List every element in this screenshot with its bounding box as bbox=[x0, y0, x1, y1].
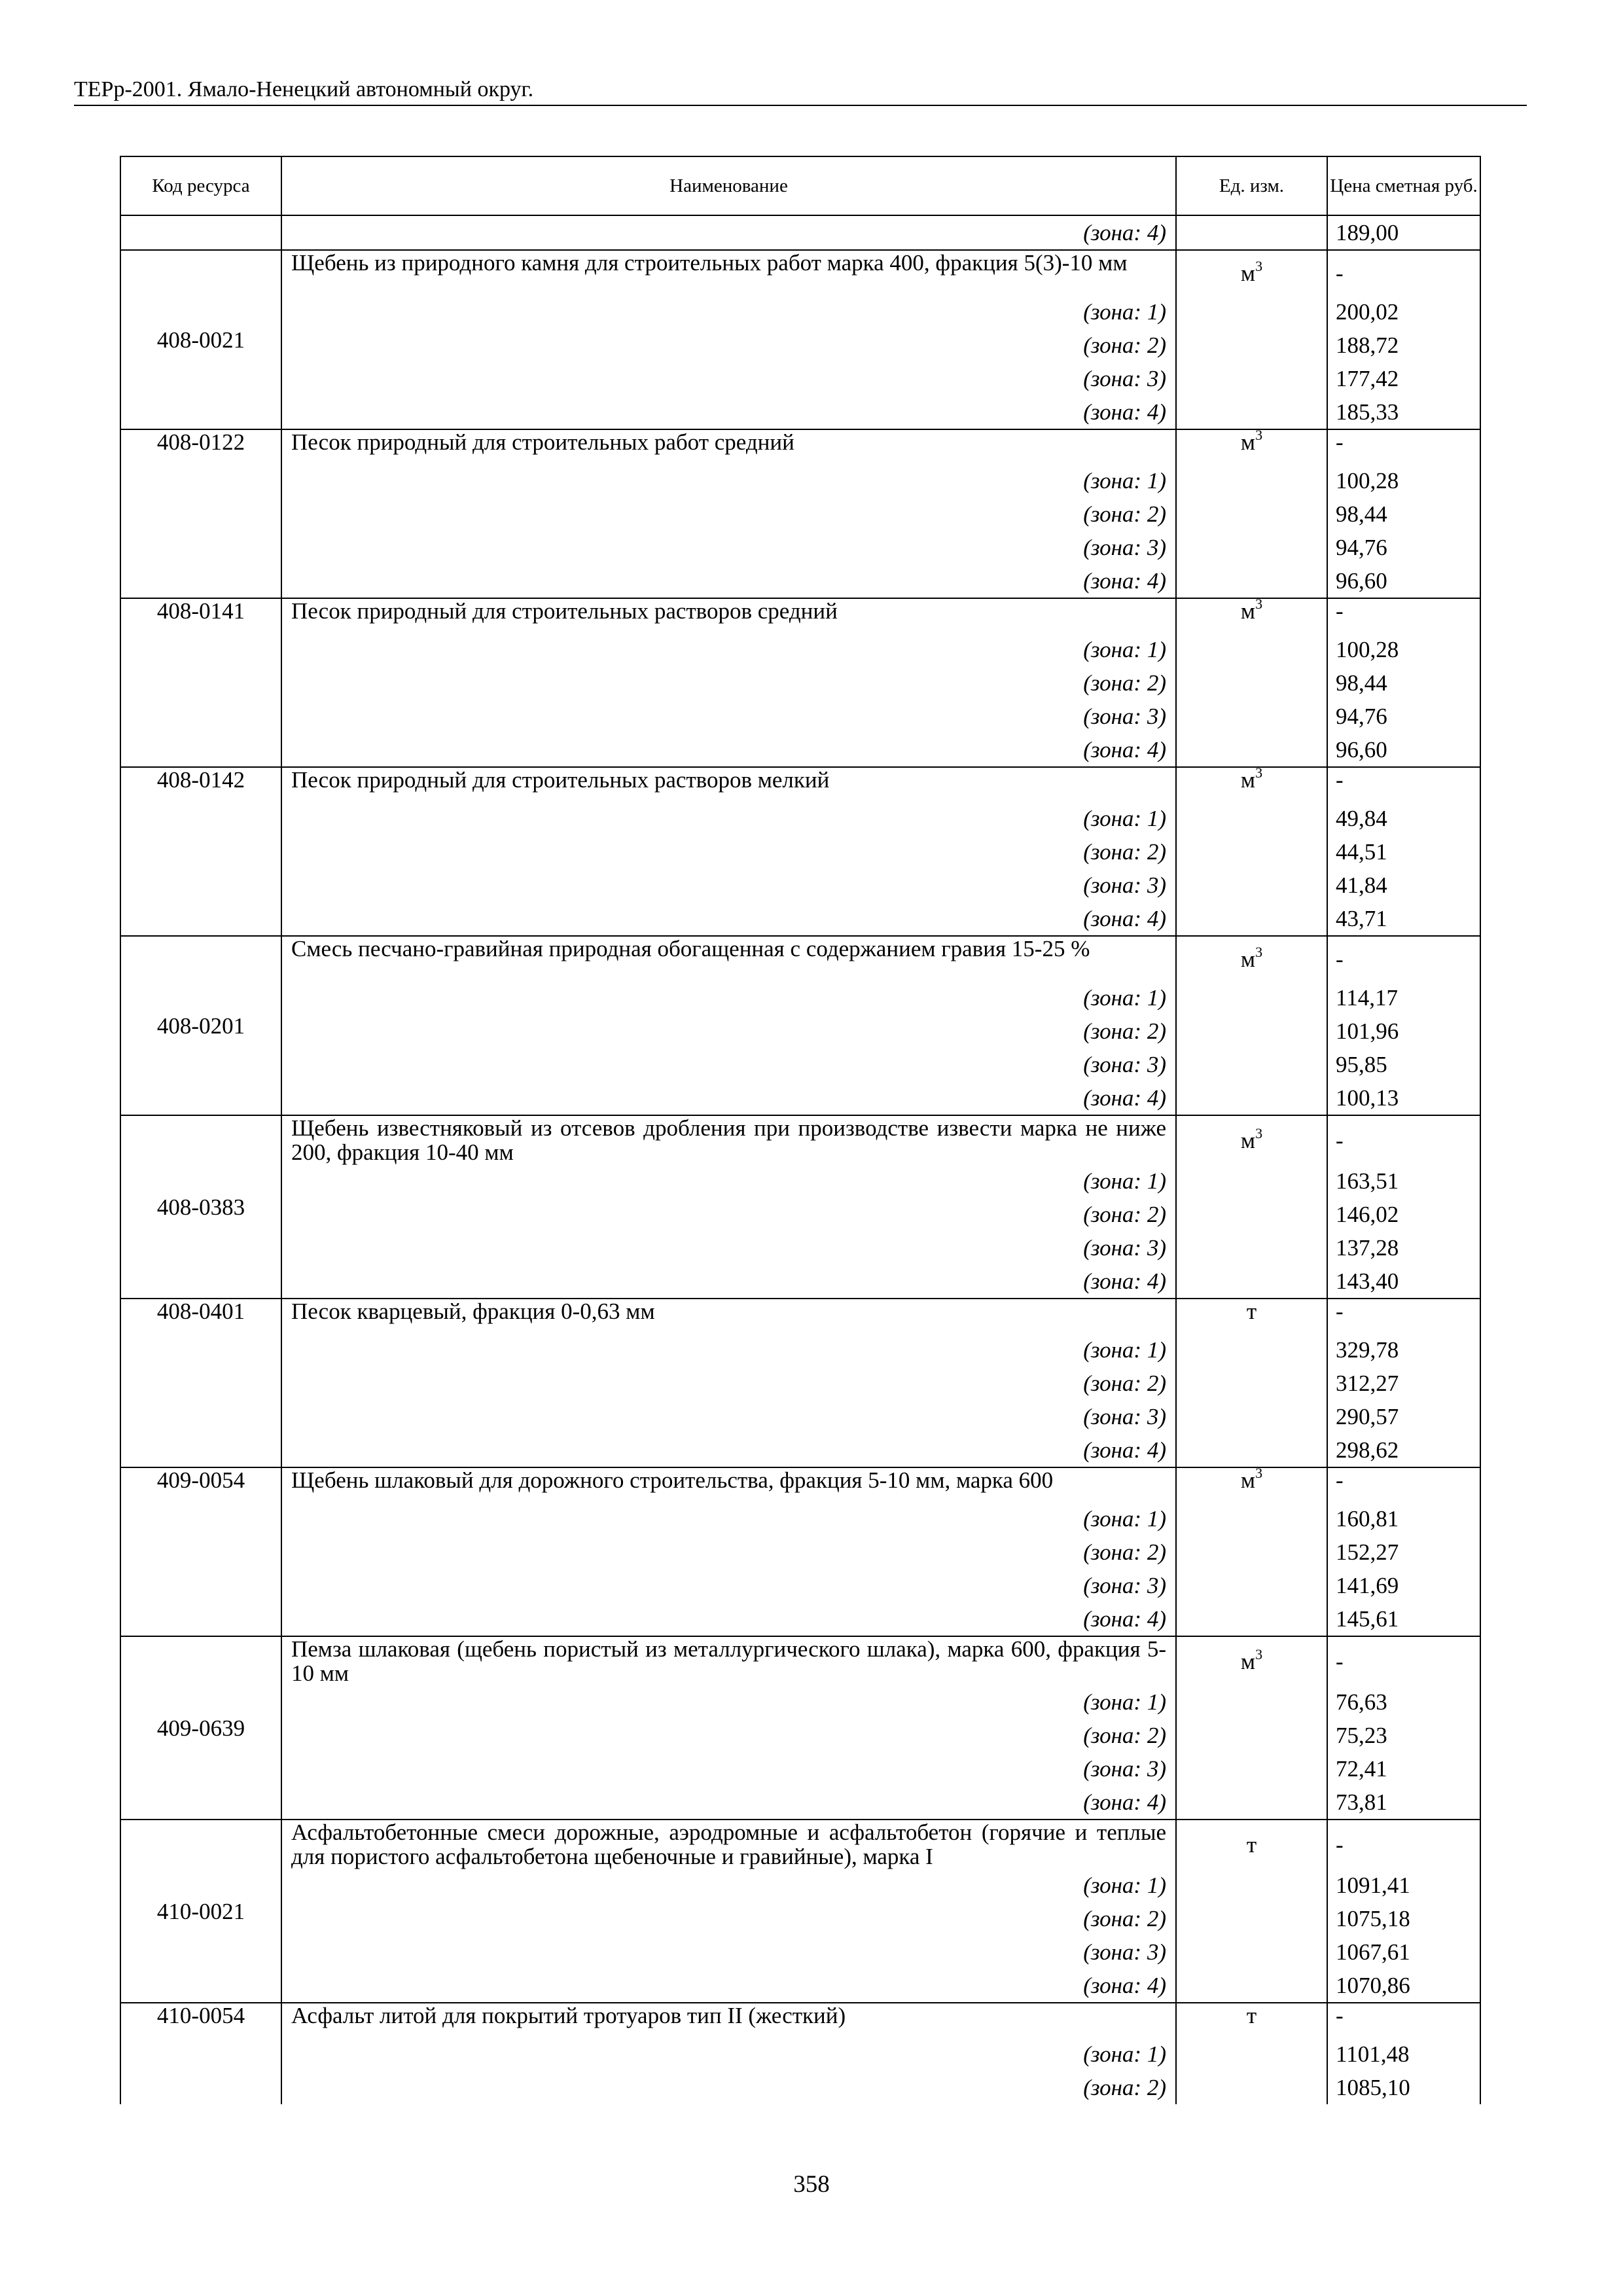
zone-price: 96,60 bbox=[1327, 564, 1480, 598]
zone-unit-cell bbox=[1176, 1048, 1327, 1081]
page-number: 358 bbox=[793, 2171, 830, 2198]
resource-unit-cell bbox=[1176, 764, 1327, 802]
column-header-unit: Ед. изм. bbox=[1176, 156, 1327, 215]
resource-base-price: - bbox=[1327, 767, 1480, 802]
zone-unit-cell bbox=[1176, 531, 1327, 564]
resource-unit-cell bbox=[1176, 1467, 1327, 1502]
zone-row bbox=[120, 835, 1480, 869]
zone-row bbox=[120, 531, 1480, 564]
zone-price: 94,76 bbox=[1327, 531, 1480, 564]
zone-row bbox=[120, 564, 1480, 598]
zone-row bbox=[120, 1969, 1480, 2003]
resource-code: 408-0021 bbox=[120, 250, 281, 429]
resource-unit-superscript: 3 bbox=[1255, 943, 1263, 960]
zone-price: 200,02 bbox=[1327, 295, 1480, 329]
zone-price: 114,17 bbox=[1327, 981, 1480, 1014]
zone-unit-cell bbox=[1176, 1164, 1327, 1198]
zone-label: (зона: 3) bbox=[281, 1752, 1176, 1785]
resource-unit-superscript: 3 bbox=[1255, 257, 1263, 274]
zone-unit-cell bbox=[1176, 700, 1327, 733]
zone-row bbox=[120, 1048, 1480, 1081]
zone-price: 72,41 bbox=[1327, 1752, 1480, 1785]
column-header-name: Наименование bbox=[281, 156, 1176, 215]
resource-unit-cell bbox=[1176, 2003, 1327, 2037]
resource-name: Песок кварцевый, фракция 0-0,63 мм bbox=[281, 1299, 1176, 1333]
zone-label: (зона: 2) bbox=[281, 497, 1176, 531]
zone-unit-cell bbox=[1176, 1935, 1327, 1969]
zone-row bbox=[120, 2037, 1480, 2071]
resource-name: Щебень из природного камня для строительных работ марка 400, фракция 5(3)-10 мм bbox=[281, 250, 1176, 295]
resource-row bbox=[120, 2003, 1480, 2037]
zone-label: (зона: 1) bbox=[281, 981, 1176, 1014]
zone-price: 312,27 bbox=[1327, 1367, 1480, 1400]
zone-unit-cell bbox=[1176, 1265, 1327, 1299]
resource-code: 409-0639 bbox=[120, 1636, 281, 1820]
zone-label: (зона: 1) bbox=[281, 295, 1176, 329]
zone-unit-cell bbox=[1176, 564, 1327, 598]
zone-unit-cell bbox=[1176, 1685, 1327, 1719]
zone-unit-cell bbox=[1176, 1433, 1327, 1467]
zone-label: (зона: 4) bbox=[281, 395, 1176, 429]
zone-unit-cell bbox=[1176, 1869, 1327, 1902]
zone-row bbox=[120, 1231, 1480, 1265]
zone-price: 73,81 bbox=[1327, 1785, 1480, 1820]
resource-code: 408-0142 bbox=[120, 767, 281, 936]
zone-label: (зона: 1) bbox=[281, 1164, 1176, 1198]
zone-unit-cell bbox=[1176, 1081, 1327, 1115]
zone-price: 76,63 bbox=[1327, 1685, 1480, 1719]
zone-label: (зона: 3) bbox=[281, 1400, 1176, 1433]
resource-code: 409-0054 bbox=[120, 1467, 281, 1636]
resource-row bbox=[120, 250, 1480, 295]
zone-label: (зона: 2) bbox=[281, 1535, 1176, 1569]
table-body bbox=[120, 215, 1480, 2104]
resource-unit-superscript: 3 bbox=[1255, 596, 1263, 612]
zone-unit-cell bbox=[1176, 1198, 1327, 1231]
zone-label: (зона: 2) bbox=[281, 1902, 1176, 1935]
resource-base-price: - bbox=[1327, 1636, 1480, 1685]
resource-unit: т bbox=[1246, 1831, 1257, 1857]
zone-unit-cell bbox=[1176, 902, 1327, 936]
zone-unit-cell bbox=[1176, 981, 1327, 1014]
zone-label: (зона: 1) bbox=[281, 633, 1176, 666]
zone-price: 329,78 bbox=[1327, 1333, 1480, 1367]
resource-unit: т bbox=[1246, 2003, 1257, 2028]
resource-unit-cell bbox=[1176, 250, 1327, 295]
resource-row bbox=[120, 767, 1480, 802]
zone-price: 44,51 bbox=[1327, 835, 1480, 869]
zone-row bbox=[120, 362, 1480, 395]
resource-unit: м bbox=[1240, 1127, 1256, 1153]
resource-code: 408-0201 bbox=[120, 936, 281, 1115]
resource-unit-cell bbox=[1176, 598, 1327, 633]
zone-row bbox=[120, 1014, 1480, 1048]
zone-row bbox=[120, 1164, 1480, 1198]
resource-code: 410-0021 bbox=[120, 1820, 281, 2003]
zone-price: 100,13 bbox=[1327, 1081, 1480, 1115]
zone-unit-cell bbox=[1176, 1333, 1327, 1367]
zone-price: 1067,61 bbox=[1327, 1935, 1480, 1969]
zone-price: 1075,18 bbox=[1327, 1902, 1480, 1935]
zone-label: (зона: 3) bbox=[281, 1569, 1176, 1602]
zone-label: (зона: 2) bbox=[281, 835, 1176, 869]
resource-code: 408-0401 bbox=[120, 1299, 281, 1467]
resource-base-price: - bbox=[1327, 1299, 1480, 1333]
zone-price: 137,28 bbox=[1327, 1231, 1480, 1265]
zone-label: (зона: 1) bbox=[281, 1685, 1176, 1719]
zone-unit-cell bbox=[1176, 1602, 1327, 1636]
zone-price: 1070,86 bbox=[1327, 1969, 1480, 2003]
zone-row bbox=[120, 497, 1480, 531]
zone-price: 143,40 bbox=[1327, 1265, 1480, 1299]
resource-row bbox=[120, 1299, 1480, 1333]
zone-price: 1085,10 bbox=[1327, 2071, 1480, 2104]
resource-name: Песок природный для строительных работ средний bbox=[281, 429, 1176, 464]
zone-unit-cell bbox=[1176, 1367, 1327, 1400]
zone-row bbox=[120, 1869, 1480, 1902]
column-header-price: Цена сметная руб. bbox=[1327, 156, 1480, 215]
zone-label: (зона: 4) bbox=[281, 733, 1176, 767]
resource-unit-cell bbox=[1176, 429, 1327, 464]
resource-unit-cell bbox=[1176, 1115, 1327, 1164]
zone-label: (зона: 3) bbox=[281, 1048, 1176, 1081]
zone-row bbox=[120, 700, 1480, 733]
resource-base-price: - bbox=[1327, 1820, 1480, 1869]
zone-price: 141,69 bbox=[1327, 1569, 1480, 1602]
zone-label: (зона: 3) bbox=[281, 1231, 1176, 1265]
zone-price: 96,60 bbox=[1327, 733, 1480, 767]
resource-unit-superscript: 3 bbox=[1255, 764, 1263, 781]
zone-price: 160,81 bbox=[1327, 1502, 1480, 1535]
zone-unit-cell bbox=[1176, 1535, 1327, 1569]
zone-row bbox=[120, 733, 1480, 767]
resource-row bbox=[120, 598, 1480, 633]
zone-unit-cell bbox=[1176, 1969, 1327, 2003]
zone-label: (зона: 4) bbox=[281, 1969, 1176, 2003]
zone-label: (зона: 4) bbox=[281, 215, 1176, 250]
resource-unit-cell bbox=[1176, 1299, 1327, 1333]
zone-unit-cell bbox=[1176, 1785, 1327, 1820]
zone-row bbox=[120, 329, 1480, 362]
zone-label: (зона: 3) bbox=[281, 362, 1176, 395]
zone-unit-cell bbox=[1176, 497, 1327, 531]
resource-row bbox=[120, 429, 1480, 464]
zone-unit-cell bbox=[1176, 295, 1327, 329]
zone-row bbox=[120, 1333, 1480, 1367]
resource-name: Щебень известняковый из отсевов дробления при производстве извести марка не ниже 200, фракция 10-40 мм bbox=[281, 1115, 1176, 1164]
document-header-title: ТЕРр-2001. Ямало-Ненецкий автономный округ. bbox=[74, 77, 534, 101]
zone-row bbox=[120, 633, 1480, 666]
zone-label: (зона: 3) bbox=[281, 531, 1176, 564]
zone-row bbox=[120, 1265, 1480, 1299]
zone-row bbox=[120, 802, 1480, 835]
resource-base-price: - bbox=[1327, 429, 1480, 464]
resource-code: 408-0383 bbox=[120, 1115, 281, 1299]
resource-row bbox=[120, 1115, 1480, 1164]
resource-code: 408-0141 bbox=[120, 598, 281, 767]
resource-unit-cell bbox=[1176, 1820, 1327, 1869]
resource-name: Песок природный для строительных растворов мелкий bbox=[281, 767, 1176, 802]
resource-base-price: - bbox=[1327, 936, 1480, 981]
resource-name: Асфальтобетонные смеси дорожные, аэродромные и асфальтобетон (горячие и теплые для пористого асфальтобетона щебеночные и гравийные), марка I bbox=[281, 1820, 1176, 1869]
resource-base-price: - bbox=[1327, 2003, 1480, 2037]
resource-unit: м bbox=[1240, 946, 1256, 972]
resource-unit-superscript: 3 bbox=[1255, 427, 1263, 443]
resource-base-price: - bbox=[1327, 1115, 1480, 1164]
zone-unit-cell bbox=[1176, 666, 1327, 700]
zone-label: (зона: 1) bbox=[281, 1502, 1176, 1535]
zone-price: 298,62 bbox=[1327, 1433, 1480, 1467]
zone-price: 95,85 bbox=[1327, 1048, 1480, 1081]
zone-row bbox=[120, 1400, 1480, 1433]
zone-row bbox=[120, 1685, 1480, 1719]
resource-row bbox=[120, 936, 1480, 981]
resource-unit-superscript: 3 bbox=[1255, 1645, 1263, 1662]
zone-label: (зона: 1) bbox=[281, 1333, 1176, 1367]
zone-price: 188,72 bbox=[1327, 329, 1480, 362]
zone-unit-cell bbox=[1176, 395, 1327, 429]
zone-label: (зона: 4) bbox=[281, 1785, 1176, 1820]
zone-row bbox=[120, 1198, 1480, 1231]
zone-unit-cell bbox=[1176, 835, 1327, 869]
zone-row bbox=[120, 1433, 1480, 1467]
zone-price: 189,00 bbox=[1327, 215, 1480, 250]
zone-row bbox=[120, 1719, 1480, 1752]
resource-base-price: - bbox=[1327, 598, 1480, 633]
zone-row bbox=[120, 1785, 1480, 1820]
zone-unit-cell bbox=[1176, 1400, 1327, 1433]
resource-name: Щебень шлаковый для дорожного строительства, фракция 5-10 мм, марка 600 bbox=[281, 1467, 1176, 1502]
resource-base-price: - bbox=[1327, 250, 1480, 295]
zone-label: (зона: 1) bbox=[281, 2037, 1176, 2071]
zone-row bbox=[120, 1569, 1480, 1602]
zone-price: 290,57 bbox=[1327, 1400, 1480, 1433]
zone-unit-cell bbox=[1176, 362, 1327, 395]
zone-label: (зона: 2) bbox=[281, 1198, 1176, 1231]
resource-code: 408-0122 bbox=[120, 429, 281, 598]
zone-price: 101,96 bbox=[1327, 1014, 1480, 1048]
zone-row bbox=[120, 1502, 1480, 1535]
zone-row bbox=[120, 1535, 1480, 1569]
zone-label: (зона: 1) bbox=[281, 464, 1176, 497]
zone-label: (зона: 2) bbox=[281, 1367, 1176, 1400]
zone-price: 100,28 bbox=[1327, 633, 1480, 666]
zone-unit-cell bbox=[1176, 1719, 1327, 1752]
zone-row bbox=[120, 464, 1480, 497]
resource-unit: м bbox=[1240, 429, 1256, 455]
zone-label: (зона: 4) bbox=[281, 1433, 1176, 1467]
zone-label: (зона: 2) bbox=[281, 2071, 1176, 2104]
zone-unit-cell bbox=[1176, 1752, 1327, 1785]
zone-row bbox=[120, 395, 1480, 429]
resource-name: Смесь песчано-гравийная природная обогащенная с содержанием гравия 15-25 % bbox=[281, 936, 1176, 981]
column-header-code: Код ресурса bbox=[120, 156, 281, 215]
zone-row bbox=[120, 981, 1480, 1014]
zone-price: 146,02 bbox=[1327, 1198, 1480, 1231]
resource-unit: м bbox=[1240, 260, 1256, 286]
table-header-row bbox=[120, 156, 1480, 215]
zone-unit-cell bbox=[1176, 1902, 1327, 1935]
zone-unit-cell bbox=[1176, 633, 1327, 666]
zone-price: 100,28 bbox=[1327, 464, 1480, 497]
zone-unit-cell bbox=[1176, 329, 1327, 362]
zone-label: (зона: 4) bbox=[281, 564, 1176, 598]
resource-unit-superscript: 3 bbox=[1255, 1465, 1263, 1481]
zone-label: (зона: 1) bbox=[281, 802, 1176, 835]
resource-unit-cell bbox=[1176, 936, 1327, 981]
zone-price: 177,42 bbox=[1327, 362, 1480, 395]
zone-price: 94,76 bbox=[1327, 700, 1480, 733]
zone-price: 1101,48 bbox=[1327, 2037, 1480, 2071]
zone-row bbox=[120, 869, 1480, 902]
zone-price: 163,51 bbox=[1327, 1164, 1480, 1198]
table-row bbox=[120, 215, 1480, 250]
zone-row bbox=[120, 902, 1480, 936]
zone-price: 75,23 bbox=[1327, 1719, 1480, 1752]
resource-unit: м bbox=[1240, 1467, 1256, 1493]
zone-label: (зона: 4) bbox=[281, 1081, 1176, 1115]
zone-row bbox=[120, 1602, 1480, 1636]
zone-label: (зона: 2) bbox=[281, 1719, 1176, 1752]
zone-label: (зона: 4) bbox=[281, 1265, 1176, 1299]
zone-price: 1091,41 bbox=[1327, 1869, 1480, 1902]
zone-label: (зона: 2) bbox=[281, 329, 1176, 362]
resource-row bbox=[120, 1467, 1480, 1502]
zone-unit-cell bbox=[1176, 2071, 1327, 2104]
zone-label: (зона: 3) bbox=[281, 869, 1176, 902]
zone-row bbox=[120, 295, 1480, 329]
resource-row bbox=[120, 1636, 1480, 1685]
zone-unit-cell bbox=[1176, 802, 1327, 835]
zone-unit-cell bbox=[1176, 464, 1327, 497]
zone-price: 98,44 bbox=[1327, 497, 1480, 531]
zone-label: (зона: 1) bbox=[281, 1869, 1176, 1902]
zone-price: 43,71 bbox=[1327, 902, 1480, 936]
zone-unit-cell bbox=[1176, 1569, 1327, 1602]
resource-price-table bbox=[120, 156, 1481, 2104]
resource-name: Пемза шлаковая (щебень пористый из металлургического шлака), марка 600, фракция 5-10 мм bbox=[281, 1636, 1176, 1685]
resource-name: Песок природный для строительных растворов средний bbox=[281, 598, 1176, 633]
header-rule bbox=[74, 105, 1527, 106]
unit-cell bbox=[1176, 215, 1327, 250]
zone-label: (зона: 3) bbox=[281, 700, 1176, 733]
resource-code-cell bbox=[120, 215, 281, 250]
resource-base-price: - bbox=[1327, 1467, 1480, 1502]
zone-row bbox=[120, 2071, 1480, 2104]
zone-row bbox=[120, 1902, 1480, 1935]
resource-unit: м bbox=[1240, 1648, 1256, 1674]
resource-row bbox=[120, 1820, 1480, 1869]
zone-label: (зона: 2) bbox=[281, 666, 1176, 700]
zone-row bbox=[120, 1752, 1480, 1785]
zone-label: (зона: 4) bbox=[281, 1602, 1176, 1636]
resource-unit: м bbox=[1240, 598, 1256, 624]
zone-row bbox=[120, 1935, 1480, 1969]
zone-label: (зона: 4) bbox=[281, 902, 1176, 936]
zone-label: (зона: 2) bbox=[281, 1014, 1176, 1048]
zone-row bbox=[120, 1367, 1480, 1400]
zone-price: 98,44 bbox=[1327, 666, 1480, 700]
zone-price: 49,84 bbox=[1327, 802, 1480, 835]
resource-unit: т bbox=[1246, 1299, 1257, 1324]
resource-code: 410-0054 bbox=[120, 2003, 281, 2104]
zone-unit-cell bbox=[1176, 1014, 1327, 1048]
resource-unit-cell bbox=[1176, 1636, 1327, 1685]
zone-unit-cell bbox=[1176, 2037, 1327, 2071]
zone-label: (зона: 3) bbox=[281, 1935, 1176, 1969]
zone-price: 152,27 bbox=[1327, 1535, 1480, 1569]
zone-unit-cell bbox=[1176, 1502, 1327, 1535]
zone-price: 41,84 bbox=[1327, 869, 1480, 902]
zone-unit-cell bbox=[1176, 733, 1327, 767]
zone-unit-cell bbox=[1176, 869, 1327, 902]
resource-name: Асфальт литой для покрытий тротуаров тип II (жесткий) bbox=[281, 2003, 1176, 2037]
zone-unit-cell bbox=[1176, 1231, 1327, 1265]
zone-row bbox=[120, 1081, 1480, 1115]
zone-price: 145,61 bbox=[1327, 1602, 1480, 1636]
resource-unit-superscript: 3 bbox=[1255, 1124, 1263, 1141]
zone-price: 185,33 bbox=[1327, 395, 1480, 429]
zone-row bbox=[120, 666, 1480, 700]
resource-unit: м bbox=[1240, 767, 1256, 793]
